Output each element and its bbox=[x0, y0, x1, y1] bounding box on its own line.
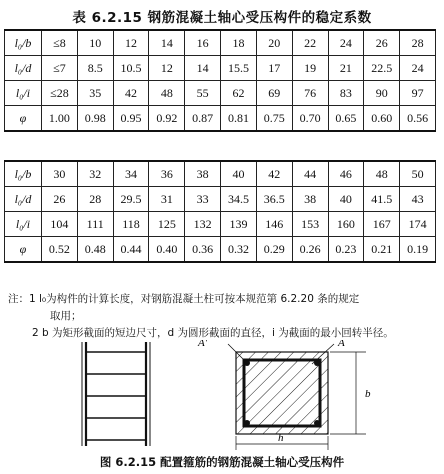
table-cell: 40 bbox=[221, 161, 257, 187]
table-cell: 46 bbox=[328, 161, 364, 187]
table-cell: 0.65 bbox=[328, 106, 364, 132]
table-cell: 24 bbox=[400, 56, 436, 81]
table-cell: 118 bbox=[113, 212, 149, 237]
table-cell: 34.5 bbox=[221, 187, 257, 212]
table-cell: 48 bbox=[364, 161, 400, 187]
label-b: b bbox=[365, 388, 371, 400]
row-header: l₀/d bbox=[5, 187, 42, 212]
table-cell: 43 bbox=[400, 187, 436, 212]
row-header: l₀/d bbox=[5, 56, 42, 81]
note-1-line-1: 注：1 l₀为构件的计算长度，对钢筋混凝土柱可按本规范第 6.2.20 条的规定 bbox=[8, 293, 360, 305]
row-header: φ bbox=[5, 106, 42, 132]
table-cell: 21 bbox=[328, 56, 364, 81]
table-cell: 83 bbox=[328, 81, 364, 106]
table-cell: 167 bbox=[364, 212, 400, 237]
figure-caption: 图 6.2.15 配置箍筋的钢筋混凝土轴心受压构件 bbox=[99, 455, 345, 469]
table-row bbox=[5, 161, 436, 187]
table-cell: 38 bbox=[292, 187, 328, 212]
row-header: φ bbox=[5, 237, 42, 263]
table-row bbox=[5, 212, 436, 237]
table-cell: ≤7 bbox=[42, 56, 78, 81]
table-cell: 0.98 bbox=[77, 106, 113, 132]
corner-bar-3 bbox=[244, 420, 250, 426]
table-cell: 35 bbox=[77, 81, 113, 106]
table-cell: 0.36 bbox=[185, 237, 221, 263]
table-cell: 36 bbox=[149, 161, 185, 187]
table-cell: 111 bbox=[77, 212, 113, 237]
table-cell: 38 bbox=[185, 161, 221, 187]
table-cell: 12 bbox=[149, 56, 185, 81]
table-cell: 90 bbox=[364, 81, 400, 106]
table-cell: 22 bbox=[292, 30, 328, 56]
table-cell: 0.23 bbox=[328, 237, 364, 263]
table-cell: 0.87 bbox=[185, 106, 221, 132]
table-cell: 69 bbox=[256, 81, 292, 106]
table-cell: 41.5 bbox=[364, 187, 400, 212]
table-cell: 146 bbox=[256, 212, 292, 237]
table-cell: 55 bbox=[185, 81, 221, 106]
row-header: l₀/i bbox=[5, 212, 42, 237]
table-cell: 12 bbox=[113, 30, 149, 56]
table-cell: 10 bbox=[77, 30, 113, 56]
table-cell: 17 bbox=[256, 56, 292, 81]
table-cell: 174 bbox=[400, 212, 436, 237]
column-elevation-drawing bbox=[82, 342, 150, 446]
table-cell: 10.5 bbox=[113, 56, 149, 81]
table-row bbox=[5, 237, 436, 263]
table-cell: 42 bbox=[113, 81, 149, 106]
stability-table-part-2 bbox=[4, 160, 436, 263]
table-cell: 0.29 bbox=[256, 237, 292, 263]
table-cell: 132 bbox=[185, 212, 221, 237]
table-cell: 139 bbox=[221, 212, 257, 237]
table-cell: 0.92 bbox=[149, 106, 185, 132]
table-cell: 0.40 bbox=[149, 237, 185, 263]
table-row bbox=[5, 187, 436, 212]
table-title: 表 6.2.15 钢筋混凝土轴心受压构件的稳定系数 bbox=[72, 10, 372, 26]
table-cell: 44 bbox=[292, 161, 328, 187]
table-row bbox=[5, 56, 436, 81]
table-cell: 0.32 bbox=[221, 237, 257, 263]
table-cell: 28 bbox=[400, 30, 436, 56]
note-1-line-2: 取用； bbox=[50, 310, 82, 322]
table-cell: 153 bbox=[292, 212, 328, 237]
table-cell: 33 bbox=[185, 187, 221, 212]
row-header: l₀/b bbox=[5, 30, 42, 56]
table-cell: 14 bbox=[149, 30, 185, 56]
table-cell: 97 bbox=[400, 81, 436, 106]
table-cell: 0.26 bbox=[292, 237, 328, 263]
table-cell: ≤8 bbox=[42, 30, 78, 56]
table-cell: 0.75 bbox=[256, 106, 292, 132]
table-cell: 104 bbox=[42, 212, 78, 237]
corner-bar-4 bbox=[314, 420, 320, 426]
table-notes bbox=[8, 291, 438, 342]
cross-section-drawing bbox=[197, 340, 371, 450]
table-cell: 32 bbox=[77, 161, 113, 187]
table-row bbox=[5, 81, 436, 106]
table-cell: 0.52 bbox=[42, 237, 78, 263]
table-cell: 0.95 bbox=[113, 106, 149, 132]
table-cell: 0.48 bbox=[77, 237, 113, 263]
table-cell: 28 bbox=[77, 187, 113, 212]
row-header: l₀/i bbox=[5, 81, 42, 106]
label-h: h bbox=[278, 432, 284, 444]
table-cell: 20 bbox=[256, 30, 292, 56]
label-a: A bbox=[338, 340, 345, 349]
table-cell: 0.21 bbox=[364, 237, 400, 263]
table-cell: 0.70 bbox=[292, 106, 328, 132]
table-cell: 0.56 bbox=[400, 106, 436, 132]
table-cell: 160 bbox=[328, 212, 364, 237]
section-outline bbox=[236, 352, 328, 434]
table-cell: 26 bbox=[364, 30, 400, 56]
table-cell: 19 bbox=[292, 56, 328, 81]
note-2: 2 b 为矩形截面的短边尺寸，d 为圆形截面的直径，i 为截面的最小回转半径。 bbox=[32, 327, 394, 339]
table-cell: 36.5 bbox=[256, 187, 292, 212]
table-cell: 15.5 bbox=[221, 56, 257, 81]
table-cell: 16 bbox=[185, 30, 221, 56]
table-cell: 40 bbox=[328, 187, 364, 212]
table-cell: 34 bbox=[113, 161, 149, 187]
table-row bbox=[5, 106, 436, 132]
stability-table-part-1 bbox=[4, 29, 436, 132]
table-row bbox=[5, 30, 436, 56]
table-cell: 42 bbox=[256, 161, 292, 187]
table-cell: 125 bbox=[149, 212, 185, 237]
table-cell: 76 bbox=[292, 81, 328, 106]
table-cell: 8.5 bbox=[77, 56, 113, 81]
table-cell: 0.60 bbox=[364, 106, 400, 132]
table-cell: 50 bbox=[400, 161, 436, 187]
table-cell: ≤28 bbox=[42, 81, 78, 106]
table-cell: 62 bbox=[221, 81, 257, 106]
label-a-prime: A' bbox=[198, 340, 208, 349]
table-cell: 14 bbox=[185, 56, 221, 81]
row-header: l₀/b bbox=[5, 161, 42, 187]
table-cell: 24 bbox=[328, 30, 364, 56]
table-cell: 0.44 bbox=[113, 237, 149, 263]
table-cell: 22.5 bbox=[364, 56, 400, 81]
table-cell: 1.00 bbox=[42, 106, 78, 132]
table-cell: 30 bbox=[42, 161, 78, 187]
table-cell: 0.81 bbox=[221, 106, 257, 132]
table-cell: 0.19 bbox=[400, 237, 436, 263]
table-cell: 18 bbox=[221, 30, 257, 56]
table-cell: 26 bbox=[42, 187, 78, 212]
table-cell: 29.5 bbox=[113, 187, 149, 212]
table-cell: 31 bbox=[149, 187, 185, 212]
table-cell: 48 bbox=[149, 81, 185, 106]
column-figure bbox=[0, 340, 444, 452]
